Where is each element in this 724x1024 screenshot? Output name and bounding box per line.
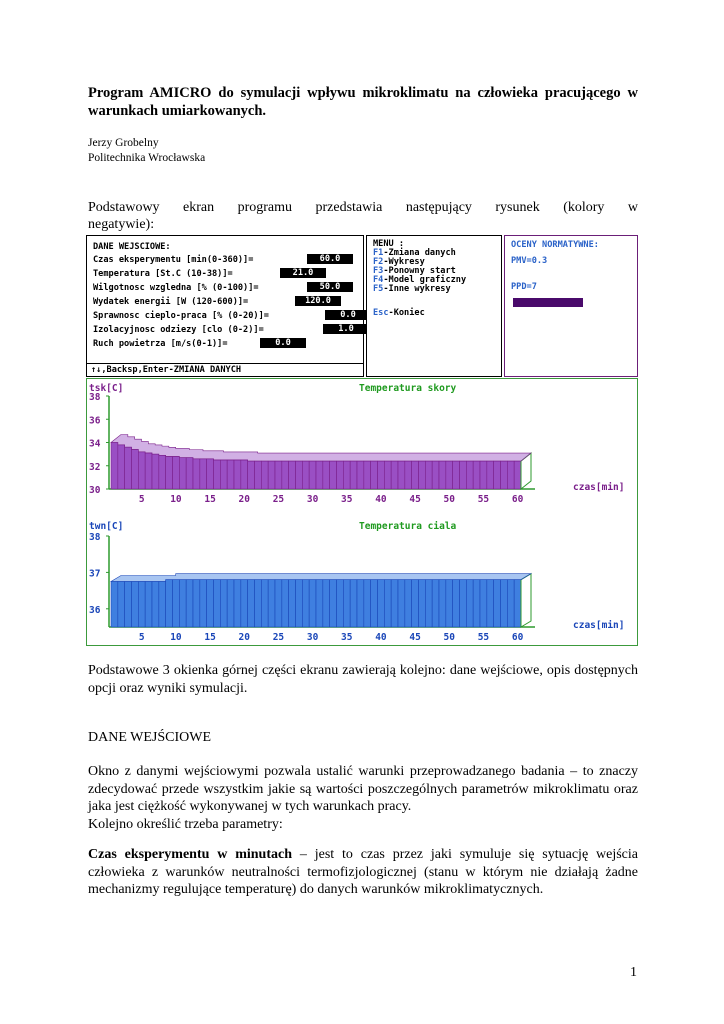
x-axis-label: czas[min] [573,482,625,493]
bar [227,580,234,627]
y-tick-label: 38 [89,392,101,403]
bar [405,580,412,627]
menu-key: F3 [373,266,384,276]
bar [152,582,159,628]
bar [412,461,419,489]
bar [446,580,453,627]
paragraph-input-window [88,763,638,833]
bar [419,461,426,489]
ppd-bar [513,298,583,307]
bar [241,460,248,489]
input-data-panel [86,235,364,377]
bar [132,449,139,489]
bar [494,580,501,627]
bar [343,461,350,489]
bar [323,580,330,627]
bar [378,580,385,627]
bar [261,580,268,627]
bar [145,582,152,628]
menu-key: Esc [373,308,389,318]
x-tick-label: 10 [170,632,182,643]
bar [453,580,460,627]
bar [159,455,166,489]
bar [255,461,262,489]
charts-svg [87,379,639,647]
bar [186,580,193,627]
bar [179,458,186,489]
bar [309,580,316,627]
bar [234,460,241,489]
bar [480,580,487,627]
document-title: Program AMICRO do symulacji wpływu mikroklimatu na człowieka pracującego w warunkach umiarkowanych. [88,85,638,119]
bar [255,580,262,627]
input-row-value[interactable]: 0.0 [260,338,306,348]
bar [364,461,371,489]
bar [275,461,282,489]
experiment-time-term: Czas eksperymentu w minutach [88,847,293,862]
bar [466,461,473,489]
bar [514,580,521,627]
paragraph-experiment-time [88,846,638,899]
bar [487,461,494,489]
bar [357,580,364,627]
paragraph-after-screen: Podstawowe 3 okienka górnej części ekranu zawierają kolejno: dane wejściowe, opis dostępnych opcji oraz wyniki symulacji. [88,663,638,696]
paragraph-input-window-text: Okno z danymi wejściowymi pozwala ustalić warunki przeprowadzanego badania – to znaczy zdecydować przede wszystkim jakie są wartości poszczególnych parametrów mikroklimatu oraz jaka jest ciężkość wykonywanej w tych warunkach pracy. [88,764,638,814]
author-name: Jerzy Grobelny [88,137,159,149]
x-tick-label: 55 [477,494,490,505]
bar [118,445,125,489]
bar [261,461,268,489]
bar [138,452,145,489]
bar [507,580,514,627]
bar [166,456,173,489]
bar [432,580,439,627]
x-tick-label: 55 [477,632,490,643]
bar [179,580,186,627]
bar [241,580,248,627]
input-row-value[interactable]: 1.0 [323,324,369,334]
bar [371,461,378,489]
pmv-value: PMV=0.3 [511,256,548,266]
bar [391,580,398,627]
menu-key: F4 [373,275,384,285]
x-tick-label: 5 [138,494,145,505]
chart-title: Temperatura skory [359,383,457,394]
chart-title: Temperatura ciala [359,521,457,532]
x-tick-label: 25 [272,632,285,643]
bar [391,461,398,489]
menu-text: -Wykresy [383,257,425,267]
input-row-value[interactable]: 0.0 [325,310,371,320]
page-number: 1 [630,965,637,980]
bar [460,580,467,627]
input-row-value[interactable]: 50.0 [307,282,353,292]
bar [234,580,241,627]
bar [152,454,159,489]
bar [405,461,412,489]
ratings-title: OCENY NORMATYWNE: [511,240,599,250]
charts-panel [86,378,638,646]
x-tick-label: 30 [306,494,319,505]
x-tick-label: 15 [204,494,216,505]
bar [350,580,357,627]
input-row-value[interactable]: 21.0 [280,268,326,278]
menu-text: -Model graficzny [383,275,467,285]
bar [173,456,180,489]
bar [501,580,508,627]
bar [268,461,275,489]
bar [337,580,344,627]
bar [275,580,282,627]
bar [207,580,214,627]
bar [248,580,255,627]
bar [364,580,371,627]
menu-text: -Koniec [388,308,425,318]
bar [138,582,145,628]
bar [330,461,337,489]
bar [473,461,480,489]
x-axis-label: czas[min] [573,620,625,631]
bar [453,461,460,489]
menu-key: F5 [373,284,384,294]
input-row-value[interactable]: 60.0 [307,254,353,264]
bar [227,460,234,489]
bar [214,460,221,489]
author-block [88,136,205,166]
bar [507,461,514,489]
bar [296,461,303,489]
experiment-time-desc: – jest to czas przez jaki symuluje się sytuację wejścia człowieka z warunków neutralności termofizjologicznej (stanu w którym nie działają żadne mechanizmy regulujące temperaturę) do danych warunków mikroklimatycznych. [88,847,638,897]
bar [378,461,385,489]
input-row-label: Temperatura [St.C (10-38)]= [93,269,233,279]
bar [425,461,432,489]
bar [296,580,303,627]
bar [487,580,494,627]
x-tick-label: 50 [443,494,455,505]
x-tick-label: 20 [238,632,250,643]
bar [371,580,378,627]
bar [200,459,207,489]
input-row-label: Izolacyjnosc odziezy [clo (0-2)]= [93,325,264,335]
bar [289,580,296,627]
x-tick-label: 50 [443,632,455,643]
bar [398,461,405,489]
x-tick-label: 5 [138,632,145,643]
bar [501,461,508,489]
bar [186,458,193,489]
input-row-label: Wilgotnosc wzgledna [% (0-100)]= [93,283,259,293]
bar [248,461,255,489]
bar [466,580,473,627]
input-row-label: Czas eksperymentu [min(0-360)]= [93,255,254,265]
bar [330,580,337,627]
input-row-label: Ruch powietrza [m/s(0-1)]= [93,339,228,349]
bar [494,461,501,489]
y-tick-label: 37 [89,568,101,580]
menu-text: -Zmiana danych [383,248,456,258]
bar [125,582,132,628]
menu-key: F1 [373,248,384,258]
y-tick-label: 32 [89,461,101,473]
bar [111,582,118,628]
bar [316,580,323,627]
intro-line-1: Podstawowy ekran programu przedstawia następujący rysunek (kolory w [88,200,638,215]
bar [357,461,364,489]
bar [316,461,323,489]
y-axis-label: tsk[C] [89,383,124,394]
x-tick-label: 35 [341,632,353,643]
bar [193,459,200,489]
x-tick-label: 30 [306,632,319,643]
x-tick-label: 40 [375,632,387,643]
menu-text: -Inne wykresy [383,284,451,294]
menu-item-esc[interactable] [373,309,425,318]
bar [337,461,344,489]
input-row-value[interactable]: 120.0 [295,296,341,306]
bar [193,580,200,627]
input-data-title: DANE WEJSCIOWE: [93,242,171,252]
menu-key: F2 [373,257,384,267]
y-tick-label: 36 [89,415,101,427]
x-tick-label: 45 [409,494,421,505]
bar [343,580,350,627]
bar [207,459,214,489]
bar [302,461,309,489]
bar [446,461,453,489]
section-heading: DANE WEJŚCIOWE [88,730,212,745]
bar [384,461,391,489]
bar [514,461,521,489]
ppd-value: PPD=7 [511,282,537,292]
x-tick-label: 10 [170,494,182,505]
menu-title: MENU : [373,239,405,249]
bar [173,580,180,627]
x-tick-label: 45 [409,632,421,643]
bar [282,580,289,627]
author-affiliation: Politechnika Wrocławska [88,152,206,164]
paragraph-next-params: Kolejno określić trzeba parametry: [88,816,283,832]
y-tick-label: 30 [89,485,101,496]
input-row-label: Wydatek energii [W (120-600)]= [93,297,249,307]
x-tick-label: 60 [511,494,524,505]
bar [432,461,439,489]
bar [200,580,207,627]
bar [132,582,139,628]
bar [214,580,221,627]
bar [425,580,432,627]
x-tick-label: 40 [375,494,387,505]
bar [289,461,296,489]
y-tick-label: 36 [89,604,101,616]
menu-item-f5[interactable] [373,285,451,294]
bar [480,461,487,489]
bar [268,580,275,627]
ratings-panel [504,235,638,377]
bar [384,580,391,627]
bar [460,461,467,489]
x-tick-label: 60 [511,632,524,643]
x-tick-label: 20 [238,494,250,505]
bar [166,580,173,627]
bar [159,582,166,628]
bar [350,461,357,489]
bar [220,460,227,489]
y-tick-label: 34 [89,438,101,450]
bar [302,580,309,627]
bar [419,580,426,627]
bar [220,580,227,627]
input-data-footer: ↑↓,Backsp,Enter-ZMIANA DANYCH [87,363,363,376]
x-tick-label: 25 [272,494,285,505]
bar [323,461,330,489]
bar [412,580,419,627]
x-tick-label: 35 [341,494,353,505]
x-tick-label: 15 [204,632,216,643]
bar [439,461,446,489]
intro-line-2: negatywie): [88,217,155,232]
bar [118,582,125,628]
bar [145,453,152,489]
y-axis-label: twn[C] [89,521,124,532]
bar [282,461,289,489]
bar [398,580,405,627]
bar [439,580,446,627]
y-tick-label: 38 [89,532,101,543]
input-row-label: Sprawnosc cieplo-praca [% (0-20)]= [93,311,269,321]
bar [309,461,316,489]
bar [125,447,132,489]
menu-panel [366,235,502,377]
menu-text: -Ponowny start [383,266,456,276]
bar-side [521,574,531,627]
bar [111,443,118,490]
bar [473,580,480,627]
